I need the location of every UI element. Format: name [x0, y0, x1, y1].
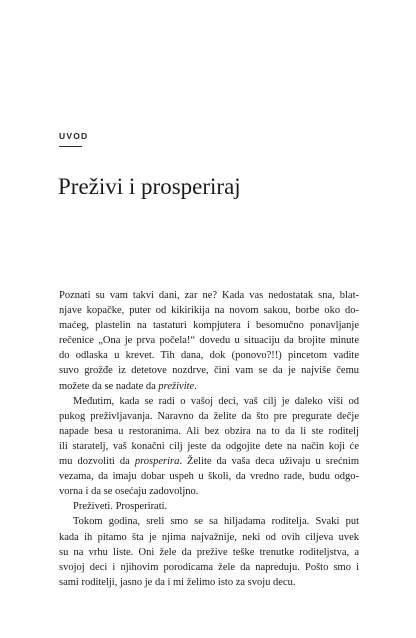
- section-divider: [59, 146, 82, 147]
- paragraph-line: do odlaska u krevet. Tih dana, dok (ponovo?!!) pincetom vadite: [59, 350, 359, 362]
- section-label: UVOD: [59, 131, 89, 141]
- paragraph-line: [59, 454, 359, 469]
- paragraph-line: pukog preživljavanja. Naravno da želite da što pre pregurate dečje: [59, 410, 359, 422]
- paragraph-line: svojoj deci i njihovim porodicama žele da napreduju. Pošto smo i: [59, 561, 359, 573]
- paragraph-line: [59, 379, 359, 394]
- paragraph-line: napade besa u restoranima. Ali bez obzira na to da li ste roditelj: [59, 425, 359, 437]
- paragraph-line: vezama, da imaju dobar uspeh u školi, da vredno rade, budu odgo-: [59, 471, 359, 483]
- emphasis-text: prosperira: [134, 456, 180, 468]
- paragraph-line: sami roditelji, jasno je da i mi želimo isto za svoju decu.: [59, 576, 296, 588]
- paragraph-line: Međutim, kada se radi o vašoj deci, vaš cilj je daleko viši od: [73, 395, 359, 407]
- emphasis-text: preživite: [158, 380, 195, 392]
- text-run: .: [194, 380, 197, 392]
- paragraph-line: ili staratelj, vaš konačni cilj jeste da odgojite dete na način koji će: [59, 440, 359, 452]
- text-run: možete da se nadate da: [59, 380, 159, 392]
- body-text: [59, 288, 359, 590]
- chapter-title: Preživi i prosperiraj: [58, 174, 241, 200]
- paragraph-line: Tokom godina, sreli smo se sa hiljadama roditelja. Svaki put: [73, 516, 359, 528]
- paragraph-line: Preživeti. Prosperirati.: [73, 501, 168, 513]
- text-run: . Želite da vaša deca uživaju u srećnim: [179, 456, 359, 468]
- paragraph-line: njave kopačke, puter od kikirikija na novom sakou, borbe oko do-: [59, 305, 359, 317]
- paragraph-line: Poznati su vam takvi dani, zar ne? Kada vas nedostatak sna, blat-: [59, 290, 359, 301]
- paragraph-line: rečenice „Ona je prva počela!“ dovedu u situaciju da brojite minute: [59, 335, 359, 347]
- paragraph-line: kada ih pitamo šta je njima najvažnije, neki od ovih ciljeva uvek: [59, 531, 359, 543]
- paragraph-line: vorna i da se osećaju zadovoljno.: [59, 486, 199, 498]
- text-run: mu dozvoliti da: [59, 456, 135, 468]
- paragraph-line: maćeg, plastelin na tastaturi kompjutera i besomučno ponavljanje: [59, 320, 359, 332]
- paragraph-line: suvo grožđe iz detetove nozdrve, čini vam se da je najviše čemu: [59, 365, 359, 377]
- paragraph-line: su na vrhu liste. Oni žele da prežive teške trenutke roditeljstva, a: [59, 546, 359, 558]
